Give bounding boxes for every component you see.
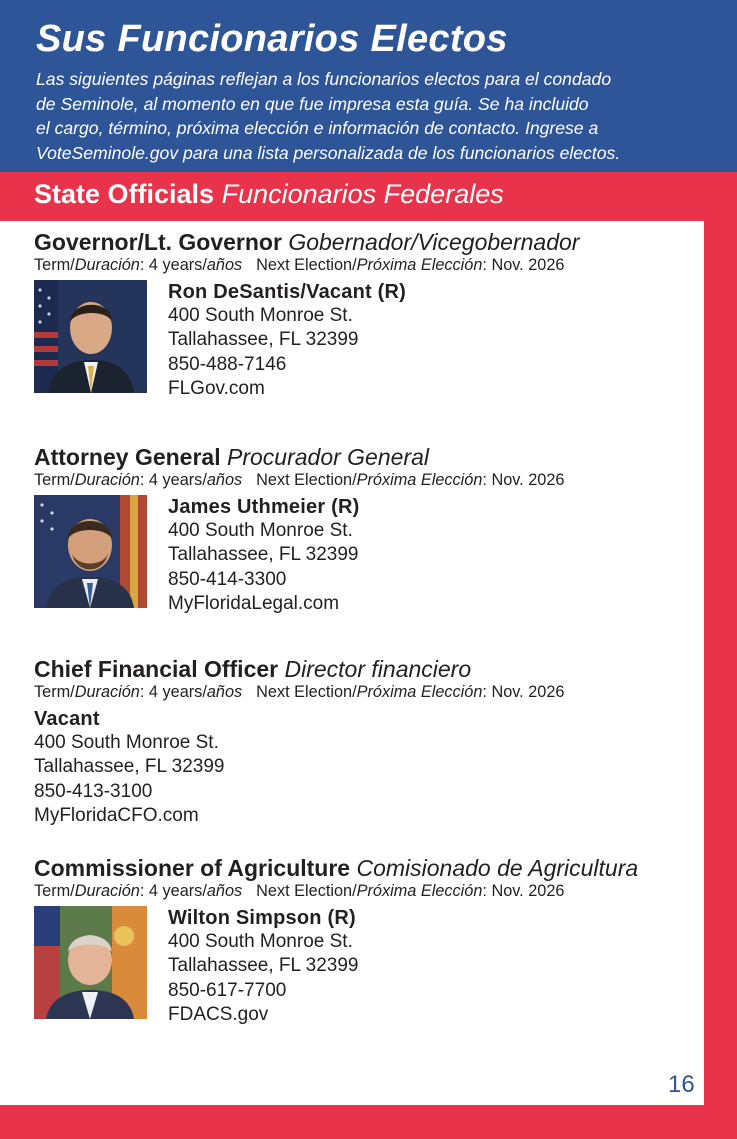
office-title [34, 854, 699, 882]
official-website: FLGov.com [168, 377, 265, 399]
page-header [0, 0, 737, 172]
office-attorney-general [34, 443, 699, 616]
official-photo [34, 495, 147, 608]
office-title [34, 655, 699, 683]
official-name: Vacant [34, 708, 100, 730]
page-number: 16 [668, 1071, 695, 1098]
office-title-es: Director financiero [284, 656, 472, 682]
office-title-en: Governor/Lt. Governor [34, 229, 282, 255]
intro-line: el cargo, término, próxima elección e información de contacto. Ingrese a [36, 118, 599, 138]
page-title: Sus Funcionarios Electos [36, 18, 508, 60]
contact-info [168, 495, 699, 616]
official-entry [34, 906, 699, 1027]
section-title-es: Funcionarios Federales [221, 179, 504, 209]
office-governor [34, 228, 699, 401]
office-title-es: Procurador General [227, 444, 429, 470]
official-address: 400 South Monroe St. [168, 520, 353, 542]
office-title-en: Chief Financial Officer [34, 656, 279, 682]
official-photo [34, 280, 147, 393]
official-website: MyFloridaLegal.com [168, 592, 340, 614]
official-phone: 850-488-7146 [168, 353, 287, 375]
term-line: Term/Duración: 4 years/años Next Election/Próxima Elección: Nov. 2026 [34, 882, 565, 900]
official-phone: 850-414-3300 [168, 568, 287, 590]
official-address: 400 South Monroe St. [168, 931, 353, 953]
term-line: Term/Duración: 4 years/años Next Election/Próxima Elección: Nov. 2026 [34, 683, 565, 701]
official-phone: 850-617-7700 [168, 979, 287, 1001]
official-entry [34, 280, 699, 401]
official-address: 400 South Monroe St. [168, 305, 353, 327]
term-line: Term/Duración: 4 years/años Next Election/Próxima Elección: Nov. 2026 [34, 471, 565, 489]
contact-info [168, 280, 699, 401]
official-entry [34, 707, 699, 828]
contact-info [34, 707, 699, 828]
official-phone: 850-413-3100 [34, 780, 153, 802]
section-title [34, 179, 504, 210]
official-name: James Uthmeier (R) [168, 496, 360, 518]
official-photo [34, 906, 147, 1019]
office-title-en: Attorney General [34, 444, 221, 470]
official-city: Tallahassee, FL 32399 [168, 329, 359, 351]
office-commissioner-of-agriculture [34, 854, 699, 1027]
intro-line: Las siguientes páginas reflejan a los funcionarios electos para el condado [36, 69, 612, 89]
office-title-es: Comisionado de Agricultura [356, 855, 639, 881]
official-name: Ron DeSantis/Vacant (R) [168, 281, 406, 303]
intro-line: de Seminole, al momento en que fue impresa esta guía. Se ha incluido [36, 93, 589, 114]
office-title-en: Commissioner of Agriculture [34, 855, 351, 881]
official-address: 400 South Monroe St. [34, 732, 219, 754]
office-chief-financial-officer [34, 655, 699, 828]
section-title-en: State Officials [34, 179, 215, 209]
office-title [34, 443, 699, 471]
official-city: Tallahassee, FL 32399 [168, 955, 359, 977]
official-website: FDACS.gov [168, 1003, 269, 1025]
official-city: Tallahassee, FL 32399 [34, 756, 225, 778]
official-city: Tallahassee, FL 32399 [168, 544, 359, 566]
office-title [34, 228, 699, 256]
official-entry [34, 495, 699, 616]
official-website: MyFloridaCFO.com [34, 804, 199, 826]
office-title-es: Gobernador/Vicegobernador [288, 229, 580, 255]
intro-text [36, 67, 726, 165]
intro-line: VoteSeminole.gov para una lista personalizada de los funcionarios electos. [36, 142, 621, 163]
term-line: Term/Duración: 4 years/años Next Election/Próxima Elección: Nov. 2026 [34, 256, 565, 274]
official-name: Wilton Simpson (R) [168, 907, 356, 929]
contact-info [168, 906, 699, 1027]
